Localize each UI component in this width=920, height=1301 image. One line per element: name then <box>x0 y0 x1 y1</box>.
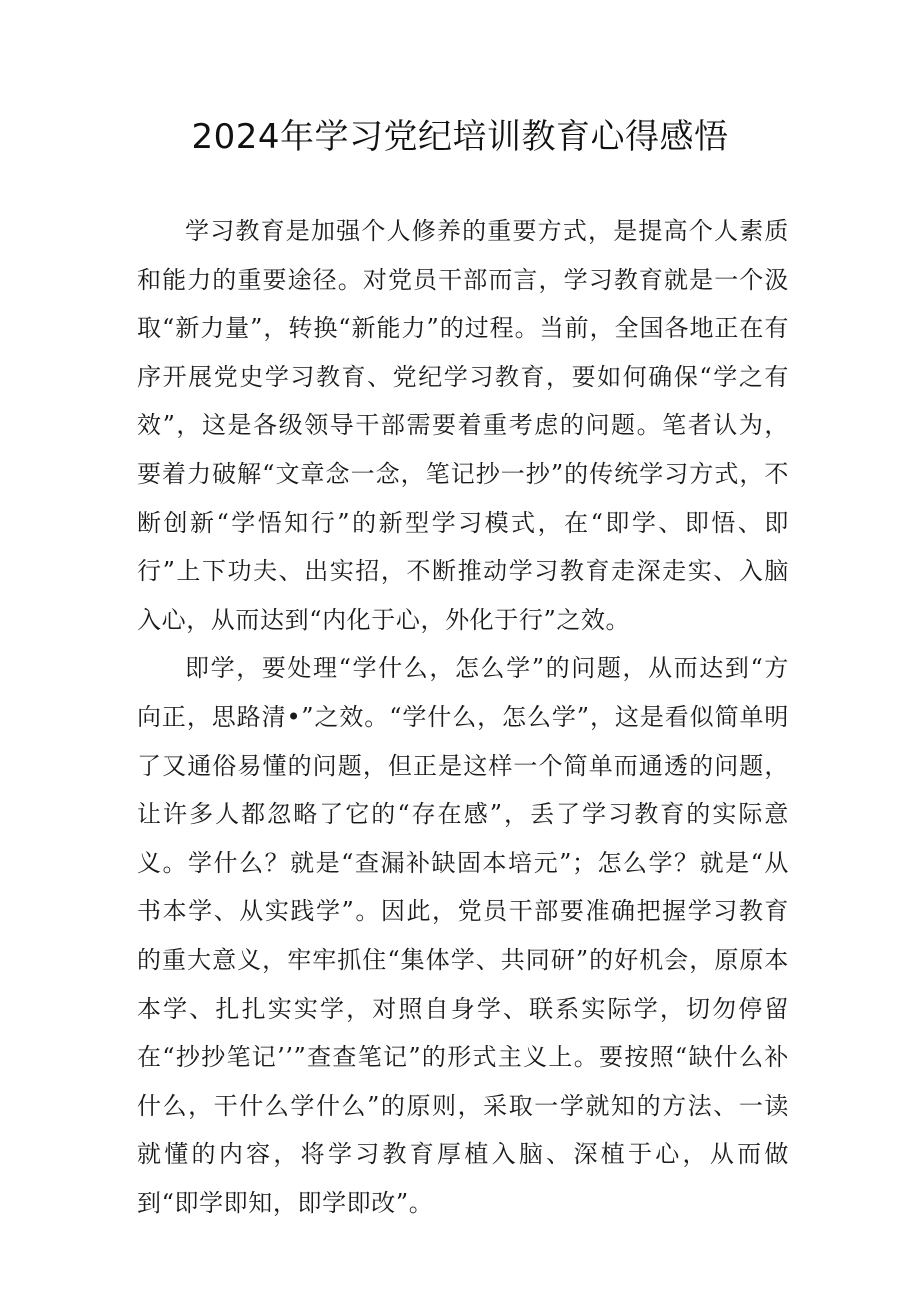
paragraph-1: 学习教育是加强个人修养的重要方式，是提高个人素质和能力的重要途径。对党员干部而言，学习教育就是一个汲取“新力量”，转换“新能力”的过程。当前，全国各地正在有序开展党史学习教育、党纪学习教育，要如何确保“学之有效”，这是各级领导干部需要着重考虑的问题。笔者认为，要着力破解“文章念一念，笔记抄一抄”的传统学习方式，不断创新“学悟知行”的新型学习模式，在“即学、即悟、即行”上下功夫、出实招，不断推动学习教育走深走实、入脑入心，从而达到“内化于心，外化于行”之效。 <box>137 217 789 634</box>
paragraph-2: 即学，要处理“学什么，怎么学”的问题，从而达到“方向正，思路清•”之效。“学什么，怎么学”，这是看似简单明了又通俗易懂的问题，但正是这样一个简单而通透的问题，让许多人都忽略了它的“存在感”，丢了学习教育的实际意义。学什么？就是“查漏补缺固本培元”；怎么学？就是“从书本学、从实践学”。因此，党员干部要准确把握学习教育的重大意义，牢牢抓住“集体学、共同研”的好机会，原原本本学、扎扎实实学，对照自身学、联系实际学，切勿停留在“抄抄笔记’’”查查笔记”的形式主义上。要按照“缺什么补什么，干什么学什么”的原则，采取一学就知的方法、一读就懂的内容，将学习教育厚植入脑、深植于心，从而做到“即学即知，即学即改”。 <box>137 654 789 1217</box>
document-title: 2024年学习党纪培训教育心得感悟 <box>191 117 729 157</box>
document-body <box>137 207 789 1227</box>
